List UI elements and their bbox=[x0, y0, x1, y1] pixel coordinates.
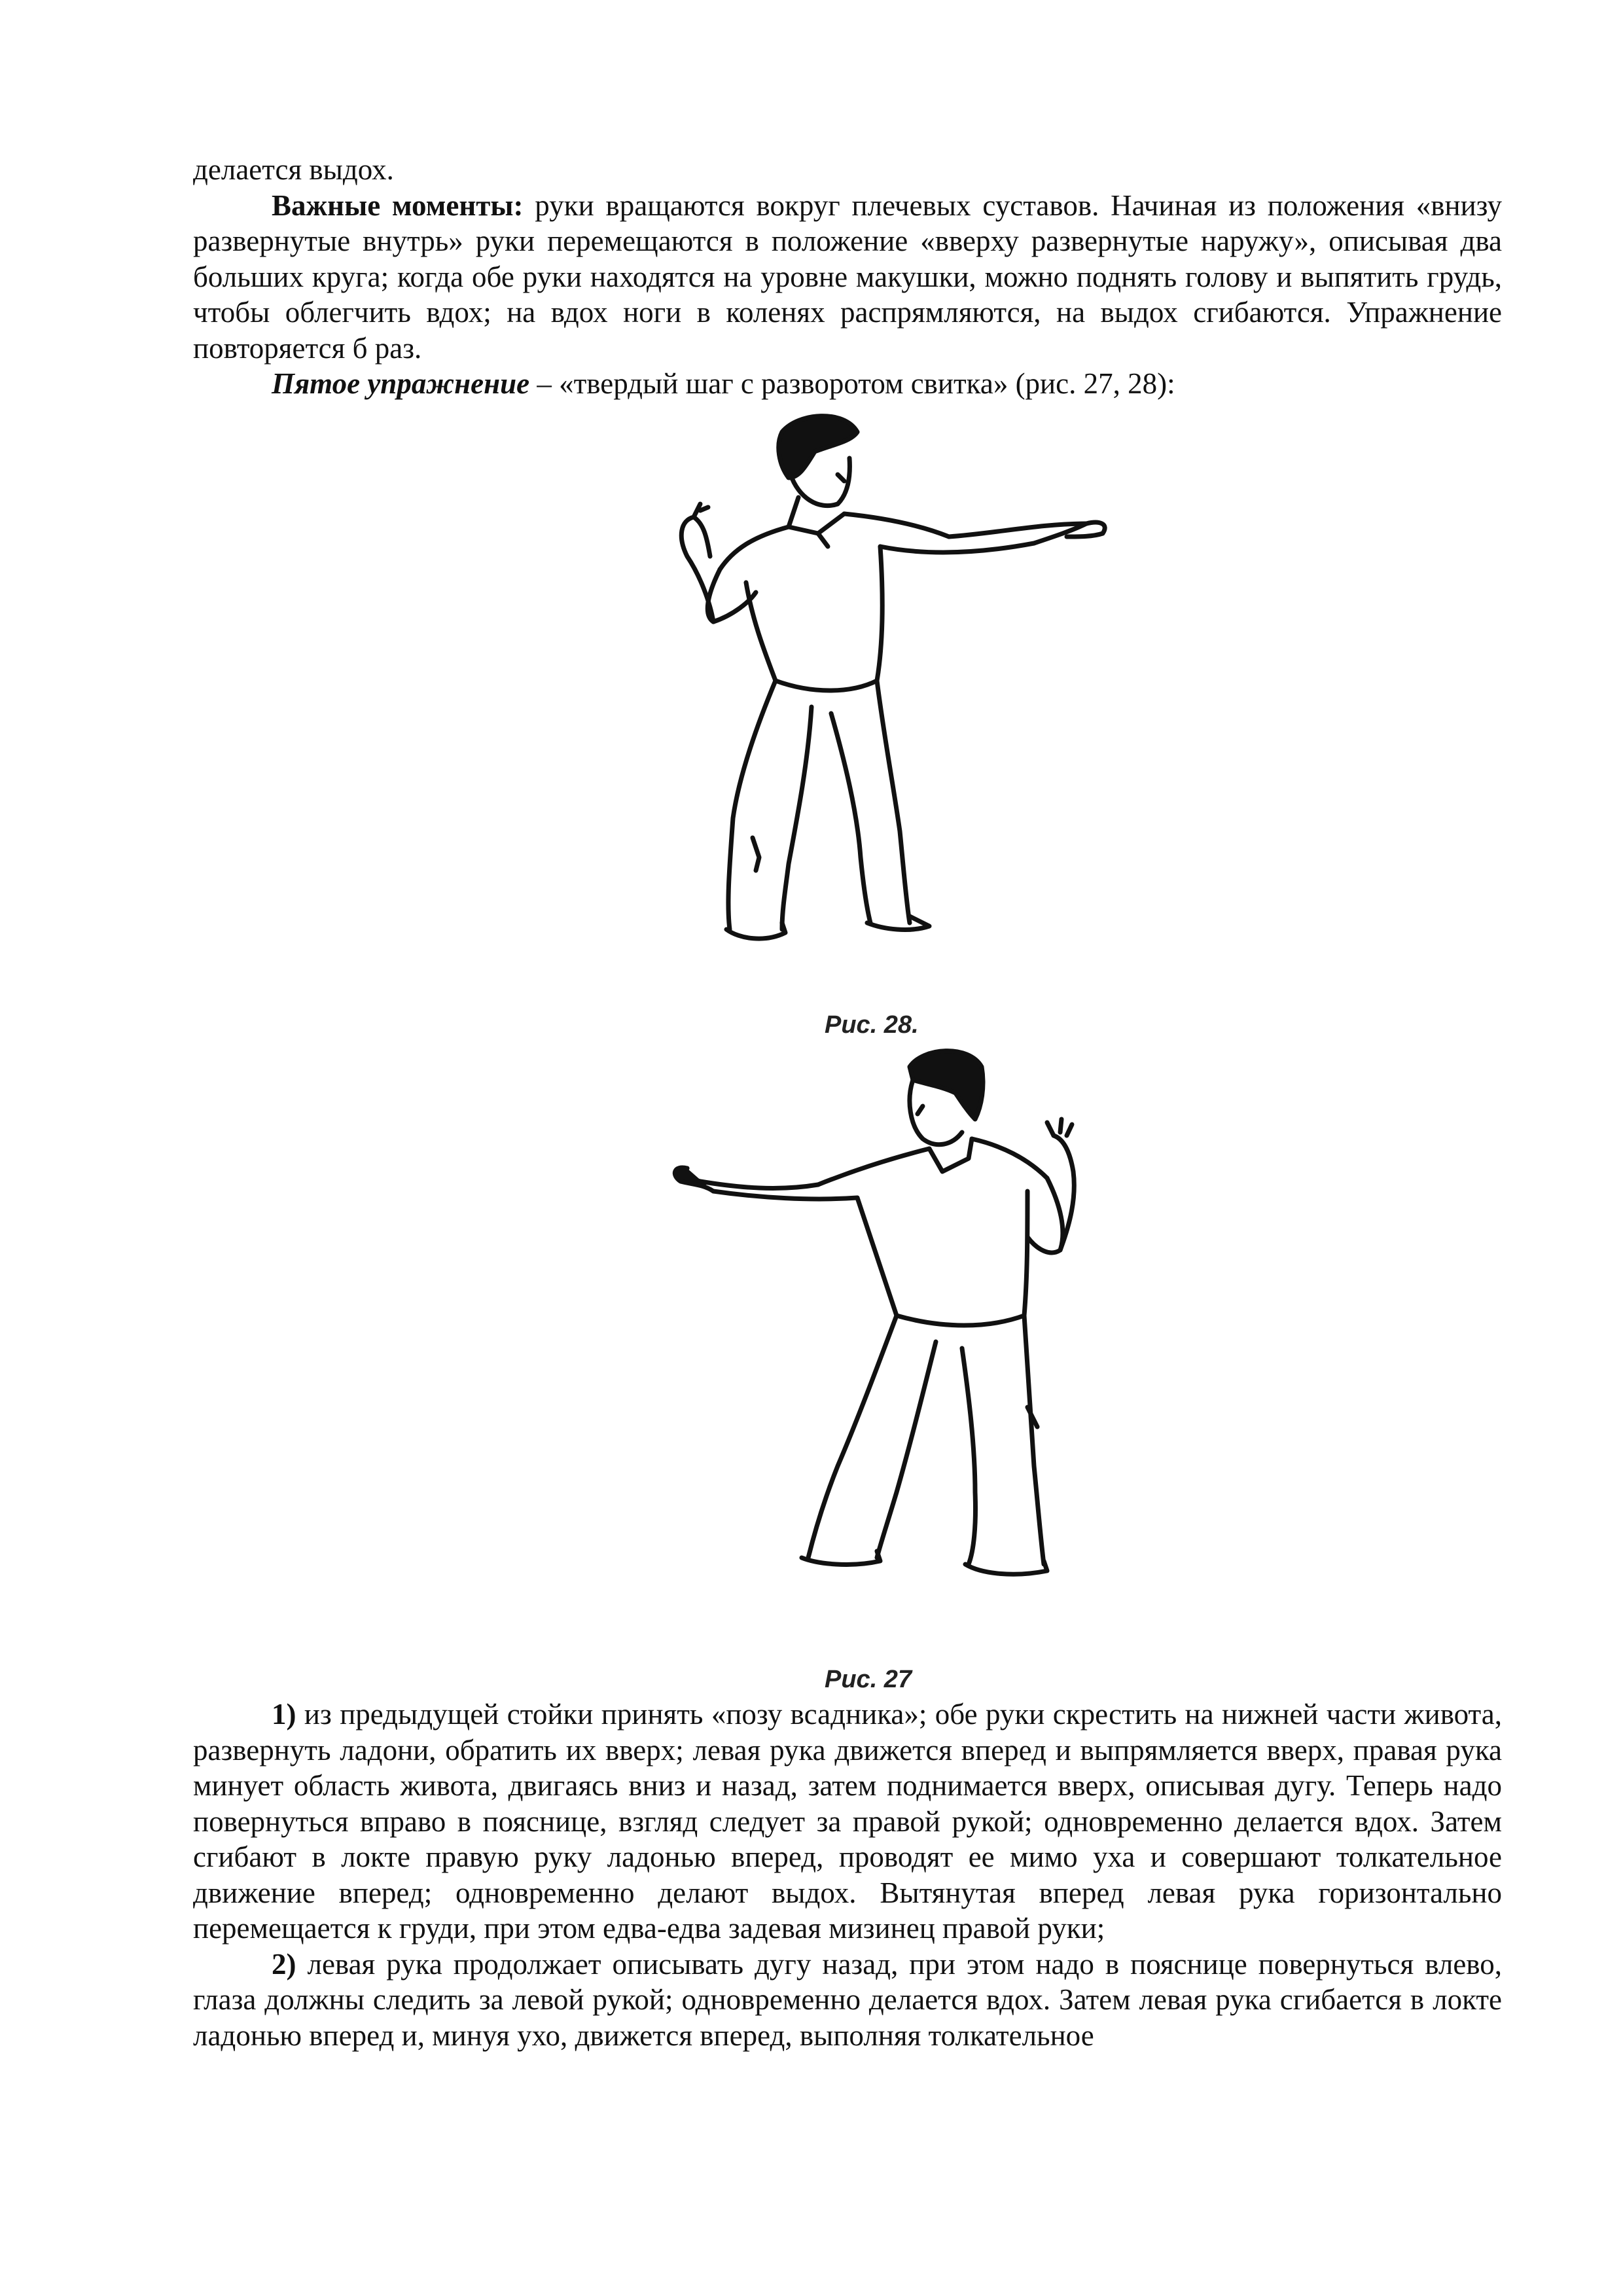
paragraph-continuation: делается выдох. bbox=[193, 153, 394, 186]
paragraph-step-2 bbox=[193, 1946, 1502, 2054]
figure-27-illustration bbox=[661, 1041, 1132, 1643]
paragraph-exercise-title bbox=[193, 366, 1502, 402]
important-points-label: Важные моменты: bbox=[272, 188, 524, 222]
paragraph-step-1 bbox=[193, 1696, 1502, 1946]
step-2-number: 2) bbox=[272, 1947, 296, 1981]
text-block-top bbox=[193, 152, 1502, 402]
exercise-title-text: – «твердый шаг с разворотом свитка» (рис. 27, 28): bbox=[529, 367, 1175, 400]
important-points-text: руки вращаются вокруг плечевых суставов. Начиная из положения «внизу развернутые внутрь» руки перемещаются в положение «вверху развернутые наружу», описывая два больших круга; когда обе руки находятся на уровне макушки, можно поднять голову и выпятить грудь, чтобы облегчить вдох; на вдох ноги в коленях распрямляются, на выдох сгибаются. Упражнение повторяется б раз. bbox=[193, 188, 1502, 365]
step-1-number: 1) bbox=[272, 1698, 296, 1731]
figure-28-caption: Рис. 28. bbox=[825, 1011, 919, 1039]
text-block-bottom bbox=[193, 1696, 1502, 2053]
step-1-text: из предыдущей стойки принять «позу всадника»; обе руки скрестить на нижней части живота, развернуть ладони, обратить их вверх; левая рука движется вперед и выпрямляется вверх, правая рука минует область живота, двигаясь вниз и назад, затем поднимается вверх, описывая дугу. Теперь надо повернуться вправо в пояснице, взгляд следует за правой рукой; одновременно делается вдох. Затем сгибают в локте правую руку ладонью вперед, проводят ее мимо уха и совершают толкательное движение вперед; одновременно делают выдох. Вытянутая вперед левая рука горизонтально перемещается к груди, при этом едва-едва задевая мизинец правой руки; bbox=[193, 1698, 1502, 1945]
step-2-text: левая рука продолжает описывать дугу назад, при этом надо в пояснице повернуться влево, глаза должны следить за левой рукой; одновременно делается вдох. Затем левая рука сгибается в локте ладонью вперед и, минуя ухо, движется вперед, выполняя толкательное bbox=[193, 1947, 1502, 2052]
figure-28-illustration bbox=[641, 406, 1113, 995]
paragraph-important-points bbox=[193, 188, 1502, 367]
figure-27-caption: Рис. 27 bbox=[825, 1666, 912, 1693]
exercise-title-label: Пятое упражнение bbox=[272, 367, 530, 400]
